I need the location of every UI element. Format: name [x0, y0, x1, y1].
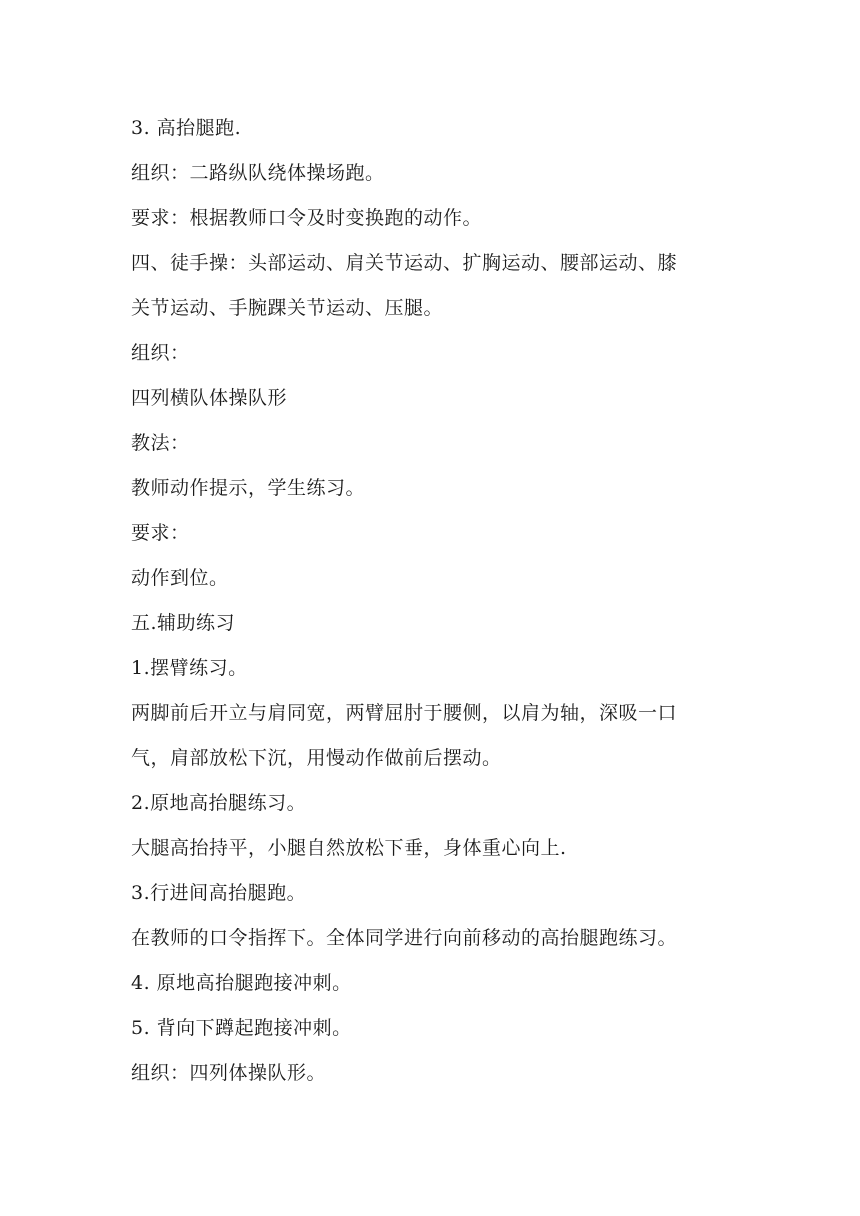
text-line: 1.摆臂练习。: [131, 657, 248, 679]
text-line: 关节运动、手腕踝关节运动、压腿。: [131, 297, 444, 319]
text-line: 四、徒手操：头部运动、肩关节运动、扩胸运动、腰部运动、膝: [131, 252, 678, 274]
text-line: 四列横队体操队形: [131, 387, 288, 409]
text-line: 教法：: [131, 432, 190, 454]
text-line: 五.辅助练习: [131, 612, 236, 634]
text-line: 组织：二路纵队绕体操场跑。: [131, 162, 385, 184]
text-line: 3. 高抬腿跑.: [131, 117, 242, 139]
text-line: 气，肩部放松下沉，用慢动作做前后摆动。: [131, 747, 502, 769]
text-line: 大腿高抬持平，小腿自然放松下垂，身体重心向上.: [131, 837, 567, 859]
text-line: 两脚前后开立与肩同宽，两臂屈肘于腰侧，以肩为轴，深吸一口: [131, 702, 678, 724]
text-line: 教师动作提示，学生练习。: [131, 477, 366, 499]
text-line: 3.行进间高抬腿跑。: [131, 882, 307, 904]
text-line: 5. 背向下蹲起跑接冲刺。: [131, 1017, 352, 1039]
text-line: 2.原地高抬腿练习。: [131, 792, 307, 814]
text-line: 组织：四列体操队形。: [131, 1062, 327, 1084]
text-line: 要求：根据教师口令及时变换跑的动作。: [131, 207, 483, 229]
text-line: 4. 原地高抬腿跑接冲刺。: [131, 972, 352, 994]
text-line: 动作到位。: [131, 567, 229, 589]
text-line: 要求：: [131, 522, 190, 544]
text-line: 组织：: [131, 342, 190, 364]
text-line: 在教师的口令指挥下。全体同学进行向前移动的高抬腿跑练习。: [131, 927, 678, 949]
document-body: [131, 110, 741, 1100]
